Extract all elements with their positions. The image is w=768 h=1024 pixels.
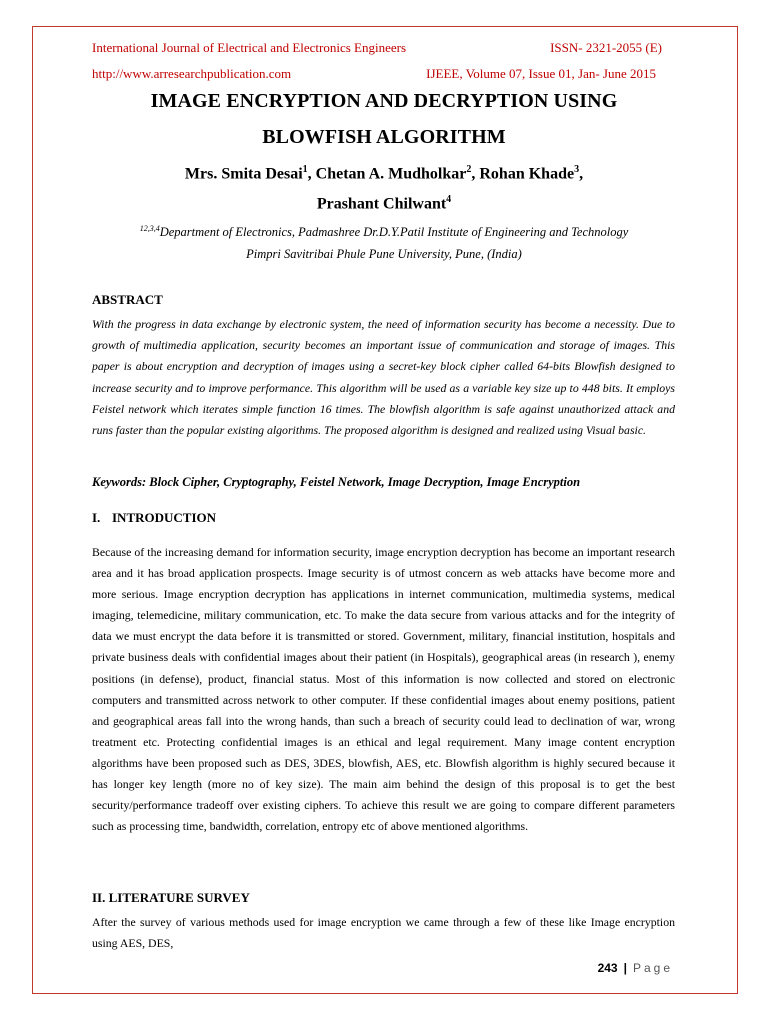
abstract-text: With the progress in data exchange by electronic system, the need of information security has become a necessity. Due to growth of multimedia application, security becomes an important issue of communication and storage of images. This paper is about encryption and decryption of images using a secret-key block cipher called 64-bits Blowfish designed to increase security and to improve performance. This algorithm will be used as a variable key size up to 448 bits. It employs Feistel network which iterates simple function 16 times. The blowfish algorithm is safe against unauthorized attack and runs faster than the popular existing algorithms. The proposed algorithm is designed and realized using Visual basic.	[92, 317, 675, 438]
author-sup: 1	[302, 164, 308, 175]
introduction-heading	[92, 510, 216, 526]
author-sup: 2	[466, 164, 472, 175]
introduction-text: Because of the increasing demand for information security, image encryption decryption has become an important research area and it has broad application prospects. Image security is of utmost concern as web attacks have become more and more serious. Image encryption decryption has applications in internet communication, multimedia systems, medical imaging, telemedicine, military communication, etc. To make the data secure from various attacks and for the integrity of data we must encrypt the data before it is transmitted or stored. Government, military, financial institution, hospitals and private business deals with confidential images about their patient (in Hospitals), geographical areas (in research ), enemy positions (in defense), product, financial status. Most of this information is now collected and stored on electronic computers and transmitted across network to other computer. If these confidential images about enemy positions, patient and geographical areas fall into the wrong hands, than such a breach of security could lead to declination of war, wrong treatment etc. Protecting confidential images is an ethical and legal requirement. Many image content encryption algorithms have been proposed such as DES, 3DES, blowfish, AES, etc. Blowfish algorithm is highly secured because it has longer key length (more no of key size). The main aim behind the design of this proposal is to get the best security/performance tradeoff over existing ciphers. To achieve this result we are going to compare different parameters such as processing time, bandwidth, correlation, entropy etc of above mentioned algorithms.	[92, 545, 675, 834]
keywords: Keywords: Block Cipher, Cryptography, Feistel Network, Image Decryption, Image Encryption	[92, 475, 581, 489]
affiliation-line-1	[0, 224, 768, 240]
author-name: Prashant Chilwant	[316, 195, 447, 213]
section-number: I.	[92, 510, 101, 525]
literature-text: After the survey of various methods used for image encryption we came through a few of these like Image encryption using AES, DES,	[92, 915, 675, 951]
section-title: INTRODUCTION	[112, 510, 217, 525]
volume-info: IJEEE, Volume 07, Issue 01, Jan- June 2015	[426, 66, 656, 81]
journal-name: International Journal of Electrical and Electronics Engineers	[92, 40, 407, 55]
authors-line-2	[0, 194, 768, 213]
abstract-heading: ABSTRACT	[92, 292, 163, 307]
author-sep: ,	[307, 165, 316, 183]
author-name: Chetan A. Mudholkar	[315, 165, 467, 183]
paper-title-line-2: BLOWFISH ALGORITHM	[262, 126, 506, 148]
header-row-1	[92, 40, 664, 56]
author-sup: 4	[446, 194, 452, 205]
issn: ISSN- 2321-2055 (E)	[550, 40, 662, 55]
author-sep: ,	[579, 165, 584, 183]
author-sep: ,	[471, 165, 480, 183]
page-label: Page	[632, 961, 673, 975]
affiliation-sup: 12,3,4	[139, 224, 160, 233]
page-footer	[598, 961, 673, 975]
author-sup: 3	[574, 164, 580, 175]
journal-url[interactable]: http://www.arresearchpublication.com	[92, 66, 292, 81]
literature-heading: II. LITERATURE SURVEY	[92, 890, 250, 905]
affiliation-line-2: Pimpri Savitribai Phule Pune University, Pune, (India)	[246, 247, 522, 261]
header-row-2	[92, 66, 664, 82]
page-number: 243	[597, 961, 618, 975]
authors-line-1	[0, 164, 768, 183]
author-name: Mrs. Smita Desai	[184, 165, 303, 183]
affiliation-text: Department of Electronics, Padmashree Dr.D.Y.Patil Institute of Engineering and Technology	[159, 225, 629, 240]
footer-separator: |	[623, 961, 627, 975]
paper-title-line-1: IMAGE ENCRYPTION AND DECRYPTION USING	[150, 90, 618, 112]
author-name: Rohan Khade	[479, 165, 575, 183]
